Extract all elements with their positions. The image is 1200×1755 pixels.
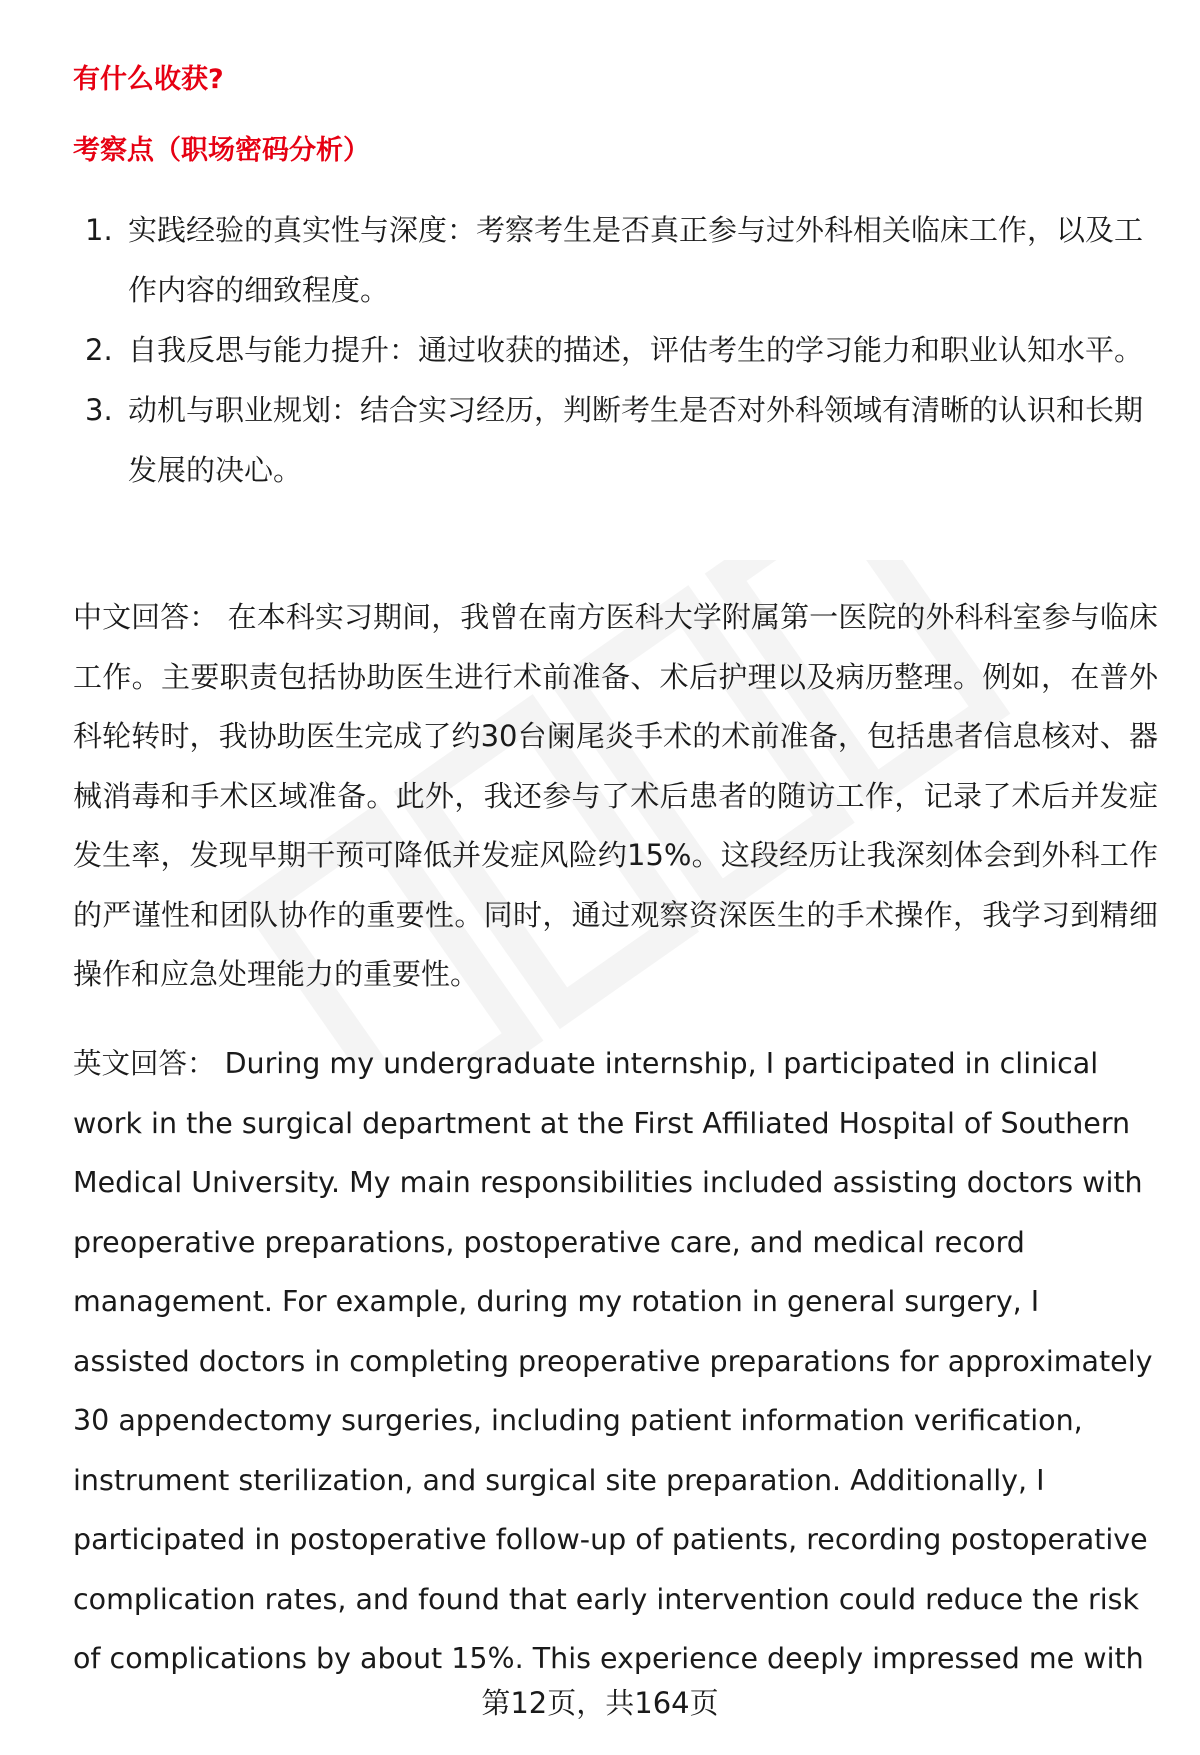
list-item-text: 动机与职业规划：结合实习经历，判断考生是否对外科领域有清晰的认识和长期发展的决心。 bbox=[128, 393, 1144, 487]
english-answer-label: 英文回答： bbox=[73, 1047, 216, 1080]
list-item-text: 实践经验的真实性与深度：考察考生是否真正参与过外科相关临床工作，以及工作内容的细致程度。 bbox=[128, 213, 1144, 307]
list-item-number: 3. bbox=[85, 393, 113, 427]
list-item bbox=[73, 320, 1153, 380]
chinese-answer-label: 中文回答： bbox=[73, 600, 219, 634]
page-number: 第12页，共164页 bbox=[481, 1686, 719, 1720]
list-item bbox=[73, 200, 1153, 320]
list-item bbox=[73, 380, 1153, 500]
subsection-heading: 考察点（职场密码分析） bbox=[73, 135, 370, 166]
assessment-points-list bbox=[73, 200, 1153, 500]
list-item-text: 自我反思与能力提升：通过收获的描述，评估考生的学习能力和职业认知水平。 bbox=[128, 333, 1144, 367]
english-answer bbox=[73, 1034, 1158, 1689]
chinese-answer-text: 在本科实习期间，我曾在南方医科大学附属第一医院的外科科室参与临床工作。主要职责包括协助医生进行术前准备、术后护理以及病历整理。例如，在普外科轮转时，我协助医生完成了约30台阑尾炎手术的术前准备，包括患者信息核对、器械消毒和手术区域准备。此外，我还参与了术后患者的随访工作，记录了术后并发症发生率，发现早期干预可降低并发症风险约15%。这段经历让我深刻体会到外科工作的严谨性和团队协作的重要性。同时，通过观察资深医生的手术操作，我学习到精细操作和应急处理能力的重要性。 bbox=[73, 600, 1158, 991]
list-item-number: 2. bbox=[85, 333, 113, 367]
chinese-answer bbox=[73, 588, 1158, 1005]
section-heading: 有什么收获? bbox=[73, 64, 224, 95]
list-item-number: 1. bbox=[85, 213, 113, 247]
english-answer-text: During my undergraduate internship, I participated in clinical work in the surgical department at the First Affiliated Hospital of Southern Medical University. My main responsibilities included assisting doctors with preoperative preparations, postoperative care, and medical record management. For example, during my rotation in general surgery, I assisted doctors in completing preoperative preparations for approximately 30 appendectomy surgeries, including patient information verification, instrument sterilization, and surgical site preparation. Additionally, I participated in postoperative follow-up of patients, recording postoperative complication rates, and found that early intervention could reduce the risk of complications by about 15%. This experience deeply impressed me with bbox=[73, 1047, 1153, 1675]
